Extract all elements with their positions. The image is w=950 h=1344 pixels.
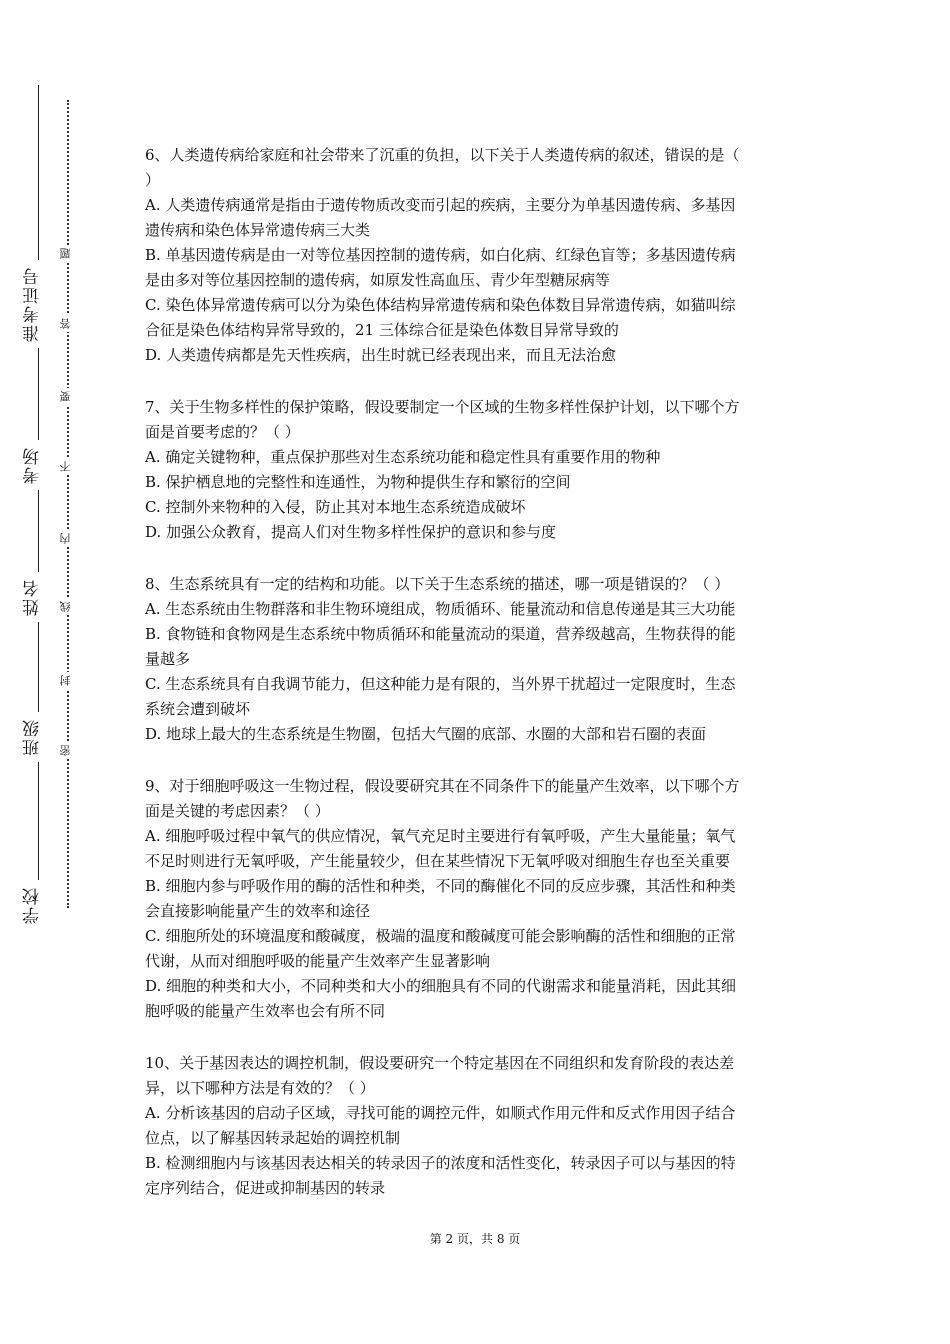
- question-content: [145, 143, 812, 1228]
- question-9: [145, 774, 812, 1024]
- class-label: 班级: [20, 712, 56, 762]
- question-stem: 10、关于基因表达的调控机制，假设要研究一个特定基因在不同组织和发育阶段的表达差: [145, 1054, 735, 1072]
- option-a: A. 确定关键物种，重点保护那些对生态系统功能和稳定性具有重要作用的物种: [145, 448, 661, 466]
- question-stem: 8、生态系统具有一定的结构和功能。以下关于生态系统的描述，哪一项是错误的？（ ）: [145, 575, 730, 593]
- seal-char: 题: [58, 245, 78, 262]
- question-stem: 面是关键的考虑因素？（ ）: [145, 802, 330, 820]
- question-8: [145, 572, 812, 747]
- option-b: 是由多对等位基因控制的遗传病，如原发性高血压、青少年型糖尿病等: [145, 271, 611, 289]
- seal-char: 不: [58, 458, 78, 475]
- seal-char: 要: [58, 388, 78, 405]
- seal-char: 答: [58, 315, 78, 332]
- question-stem: 9、对于细胞呼吸这一生物过程，假设要研究其在不同条件下的能量产生效率，以下哪个方: [145, 777, 740, 795]
- option-d: D. 地球上最大的生态系统是生物圈，包括大气圈的底部、水圈的大部和岩石圈的表面: [145, 725, 707, 743]
- option-c: 合征是染色体结构异常导致的，21 三体综合征是染色体数目异常导致的: [145, 321, 619, 339]
- option-a: A. 生态系统由生物群落和非生物环境组成，物质循环、能量流动和信息传递是其三大功能: [145, 600, 736, 618]
- option-d: D. 人类遗传病都是先天性疾病，出生时就已经表现出来，而且无法治愈: [145, 346, 617, 364]
- option-d: 胞呼吸的能量产生效率也会有所不同: [145, 1002, 386, 1020]
- page-footer: 第 2 页，共 8 页: [429, 1232, 521, 1246]
- binding-margin: [0, 0, 110, 1344]
- option-a: A. 人类遗传病通常是指由于遗传物质改变而引起的疾病，主要分为单基因遗传病、多基因: [145, 196, 736, 214]
- exam-number-label: 准考证号: [20, 260, 56, 348]
- option-c: C. 控制外来物种的入侵，防止其对本地生态系统造成破坏: [145, 498, 526, 516]
- school-label: 学校: [20, 880, 56, 930]
- question-stem: 6、人类遗传病给家庭和社会带来了沉重的负担，以下关于人类遗传病的叙述，错误的是（: [145, 146, 740, 164]
- option-d: D. 加强公众教育，提高人们对生物多样性保护的意识和参与度: [145, 523, 557, 541]
- option-b: 会直接影响能量产生的效率和途径: [145, 902, 371, 920]
- question-stem: 面是首要考虑的？（ ）: [145, 423, 300, 441]
- option-c: 代谢，从而对细胞呼吸的能量产生效率产生显著影响: [145, 952, 491, 970]
- option-a: 位点，以了解基因转录起始的调控机制: [145, 1129, 401, 1147]
- option-c: 系统会遭到破坏: [145, 700, 251, 718]
- option-b: 量越多: [145, 650, 191, 668]
- exam-room-label: 考场: [20, 440, 56, 490]
- option-b: 定序列结合，促进或抑制基因的转录: [145, 1179, 386, 1197]
- option-b: B. 保护栖息地的完整性和连通性，为物种提供生存和繁衍的空间: [145, 473, 571, 491]
- seal-char: 密: [58, 742, 78, 759]
- seal-char: 内: [58, 530, 78, 547]
- option-c: C. 生态系统具有自我调节能力，但这种能力是有限的，当外界干扰超过一定限度时，生态: [145, 675, 736, 693]
- option-c: C. 细胞所处的环境温度和酸碱度，极端的温度和酸碱度可能会影响酶的活性和细胞的正常: [145, 927, 736, 945]
- seal-char: 封: [58, 672, 78, 689]
- option-b: B. 检测细胞内与该基因表达相关的转录因子的浓度和活性变化，转录因子可以与基因的特: [145, 1154, 736, 1172]
- option-a: 遗传病和染色体异常遗传病三大类: [145, 221, 371, 239]
- option-c: C. 染色体异常遗传病可以分为染色体结构异常遗传病和染色体数目异常遗传病，如猫叫综: [145, 296, 736, 314]
- margin-solid-line: [38, 85, 39, 915]
- name-label: 姓名: [20, 572, 56, 622]
- option-b: B. 细胞内参与呼吸作用的酶的活性和种类，不同的酶催化不同的反应步骤，其活性和种类: [145, 877, 736, 895]
- question-stem: 异，以下哪种方法是有效的？（ ）: [145, 1079, 375, 1097]
- seal-dotted-line: [67, 100, 69, 908]
- option-b: B. 单基因遗传病是由一对等位基因控制的遗传病，如白化病、红绿色盲等；多基因遗传病: [145, 246, 736, 264]
- seal-char: 线: [58, 598, 78, 615]
- question-stem: 7、关于生物多样性的保护策略，假设要制定一个区域的生物多样性保护计划，以下哪个方: [145, 398, 740, 416]
- question-10: [145, 1051, 812, 1201]
- option-b: B. 食物链和食物网是生态系统中物质循环和能量流动的渠道，营养级越高，生物获得的能: [145, 625, 736, 643]
- option-a: A. 分析该基因的启动子区域，寻找可能的调控元件，如顺式作用元件和反式作用因子结合: [145, 1104, 736, 1122]
- question-7: [145, 395, 812, 545]
- question-stem: ）: [145, 171, 161, 189]
- option-a: 不足时则进行无氧呼吸，产生能量较少，但在某些情况下无氧呼吸对细胞生存也至关重要: [145, 852, 731, 870]
- option-a: A. 细胞呼吸过程中氧气的供应情况，氧气充足时主要进行有氧呼吸，产生大量能量；氧气: [145, 827, 736, 845]
- option-d: D. 细胞的种类和大小，不同种类和大小的细胞具有不同的代谢需求和能量消耗，因此其细: [145, 977, 737, 995]
- question-6: [145, 143, 812, 368]
